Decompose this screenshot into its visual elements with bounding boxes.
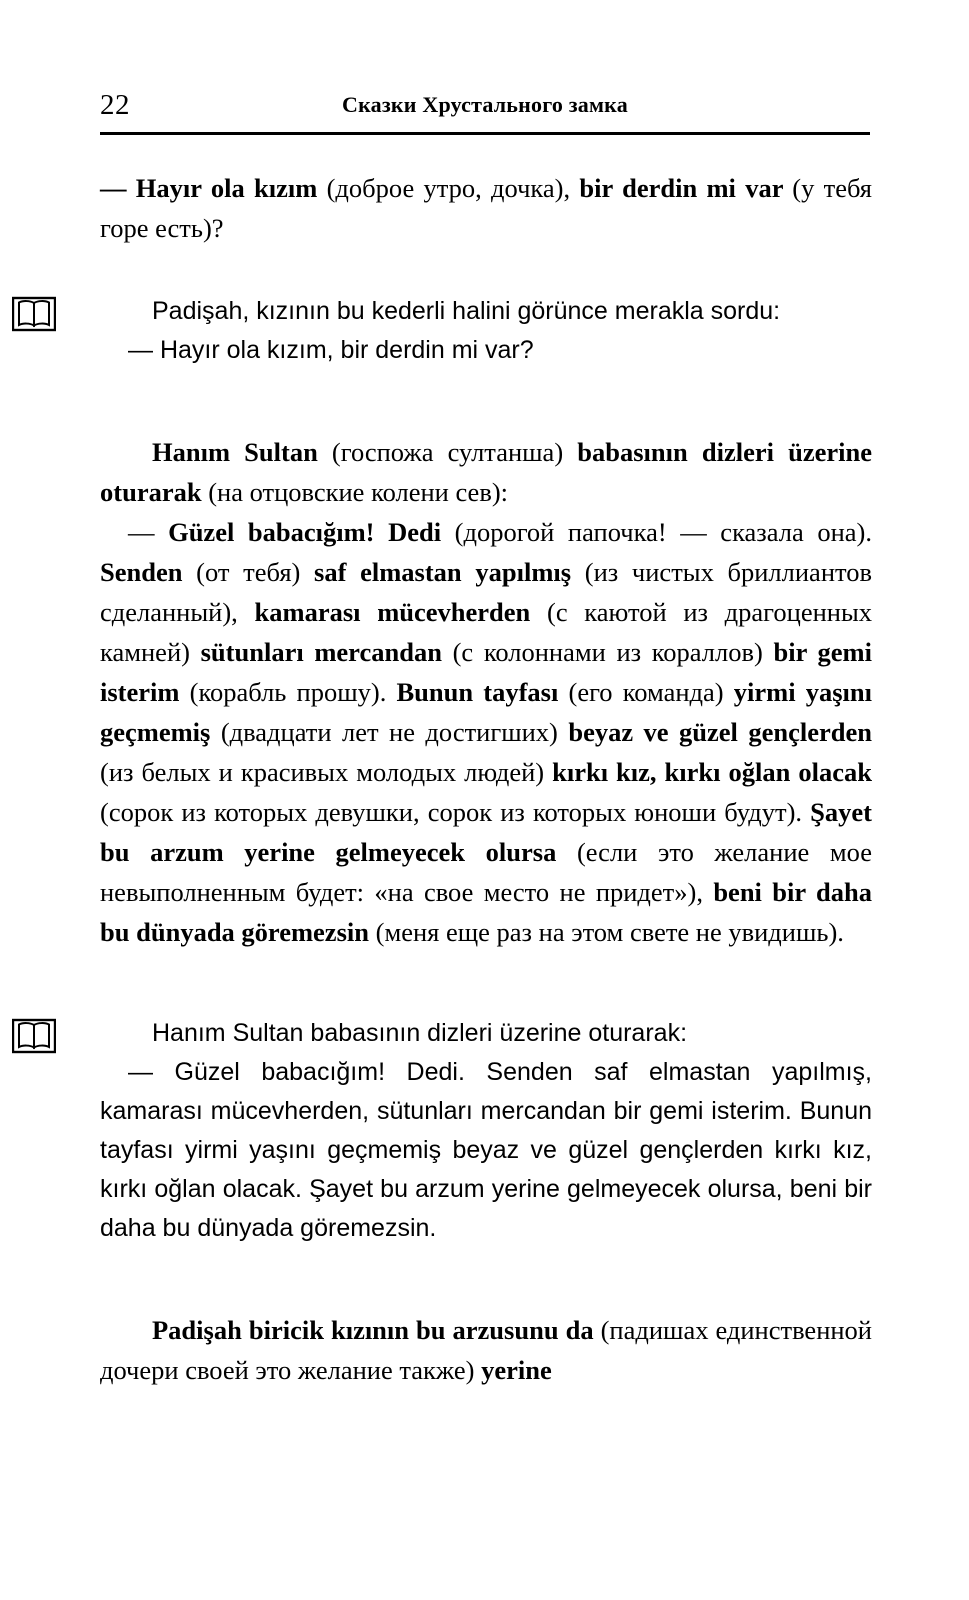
turkish-phrase: Senden <box>100 557 197 587</box>
paragraph-parallel-main-cont <box>100 512 872 952</box>
turkish-phrase: Hanım Sultan <box>152 437 332 467</box>
russian-gloss: (если это желание мое невыполненным будет: «на свое место не придет»), <box>100 837 872 907</box>
russian-gloss: (из чистых бриллиантов сделанный), <box>100 557 872 627</box>
russian-gloss: (госпожа султанша) <box>331 437 578 467</box>
header-rule <box>100 132 870 135</box>
turkish-phrase: — Hayır ola kızım <box>100 173 327 203</box>
russian-gloss: (корабль прошу). <box>189 677 397 707</box>
turkish-phrase: babasının dizleri üzerine oturarak <box>100 437 872 507</box>
turkish-phrase: yerine <box>481 1355 552 1385</box>
turkish-phrase: bir gemi isterim <box>100 637 872 707</box>
open-book-icon <box>12 296 56 332</box>
paragraph-dialogue-1 <box>100 168 872 248</box>
page-content <box>100 168 872 1390</box>
russian-gloss: (двадцати лет не достигших) <box>220 717 569 747</box>
turkish-line: Hanım Sultan babasının dizleri üzerine oturarak: <box>152 1019 688 1047</box>
paragraph-parallel-next <box>100 1310 872 1390</box>
russian-gloss: (от тебя) <box>196 557 315 587</box>
russian-gloss: (меня еще раз на этом свете не увидишь). <box>375 917 844 947</box>
russian-gloss: (на отцовские колени сев): <box>208 477 509 507</box>
dash: — <box>128 517 169 547</box>
turkish-phrase: Güzel babacığım! Dedi <box>168 517 455 547</box>
page-header <box>100 88 870 128</box>
russian-gloss: (из белых и красивых молодых людей) <box>100 757 553 787</box>
turkish-phrase: kırkı kız, kırkı oğlan olacak <box>552 757 872 787</box>
paragraph-parallel-main <box>100 432 872 512</box>
turkish-block-1 <box>100 292 872 370</box>
spacer <box>100 1248 872 1310</box>
turkish-phrase: kamarası mücevherden <box>254 597 547 627</box>
page-number: 22 <box>100 89 130 121</box>
turkish-phrase: Şayet bu arzum yerine gelmeyecek olursa <box>100 797 872 867</box>
running-title: Сказки Хрустального замка <box>342 92 628 117</box>
turkish-phrase: beni bir daha bu dünyada göremezsin <box>100 877 872 947</box>
russian-gloss: (падишах единственной дочери своей это желание также) <box>100 1315 872 1385</box>
russian-gloss: (дорогой папочка! — сказала она). <box>454 517 872 547</box>
turkish-phrase: sütunları mercandan <box>200 637 453 667</box>
spacer <box>100 370 872 432</box>
turkish-phrase: beyaz ve güzel gençlerden <box>568 717 872 747</box>
turkish-phrase: Padişah biricik kızının bu arzusunu da <box>152 1315 601 1345</box>
spacer <box>100 952 872 1014</box>
turkish-phrase: saf elmastan yapılmış <box>314 557 585 587</box>
open-book-icon <box>12 1018 56 1054</box>
turkish-phrase: bir derdin mi var <box>579 173 793 203</box>
spacer <box>100 248 872 292</box>
turkish-paragraph: — Güzel babacığım! Dedi. Senden saf elmastan yapılmış, kamarası mücevherden, sütunları mercandan bir gemi isterim. Bunun tayfası yirmi yaşını geçmemiş beyaz ve güzel gençlerden kırkı kız, kırkı oğlan olacak. Şayet bu arzum yerine gelmeyecek olursa, beni bir daha bu dünyada göremezsin. <box>100 1058 872 1242</box>
turkish-phrase: yirmi yaşını geçmemiş <box>100 677 873 747</box>
russian-gloss: (доброе утро, дочка), <box>326 173 580 203</box>
russian-gloss: (у тебя горе есть)? <box>100 173 872 243</box>
russian-gloss: (его команда) <box>568 677 734 707</box>
russian-gloss: (с каютой из драгоценных камней) <box>100 597 873 667</box>
turkish-block-2 <box>100 1014 872 1248</box>
turkish-phrase: Bunun tayfası <box>396 677 569 707</box>
russian-gloss: (с колоннами из кораллов) <box>452 637 774 667</box>
turkish-line: — Hayır ola kızım, bir derdin mi var? <box>128 336 534 364</box>
russian-gloss: (сорок из которых девушки, сорок из которых юноши будут). <box>100 797 811 827</box>
turkish-line: Padişah, kızının bu kederli halini görünce merakla sordu: <box>152 297 781 325</box>
